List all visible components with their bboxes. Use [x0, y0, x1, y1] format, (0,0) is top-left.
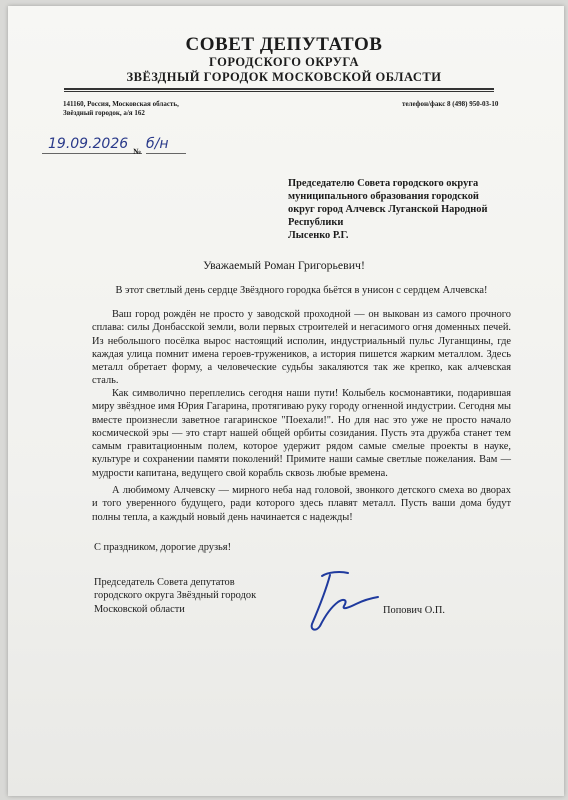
number-underline — [146, 153, 186, 154]
addressee-name: Лысенко Р.Г. — [288, 230, 349, 241]
addressee-line: округ город Алчевск Луганской Народной — [288, 204, 488, 215]
address-line-1: 141160, Россия, Московская область, — [63, 100, 179, 108]
org-region: ЗВЁЗДНЫЙ ГОРОДОК МОСКОВСКОЙ ОБЛАСТИ — [126, 70, 442, 84]
signer-title — [94, 576, 256, 616]
registration-date: 19.09.2026 — [48, 136, 129, 152]
body-paragraph-1: В этот светлый день сердце Звёздного городка бьётся в унисон с сердцем Алчевска! — [115, 285, 488, 296]
header-rule-thick — [64, 88, 494, 90]
header-rule-thin — [64, 91, 494, 92]
addressee-line: Республики — [288, 217, 344, 228]
registration-number: б/н — [146, 136, 169, 152]
closing-greeting: С праздником, дорогие друзья! — [94, 542, 232, 553]
address-line-2: Звёздный городок, а/я 162 — [63, 109, 145, 117]
addressee-block — [288, 177, 500, 242]
body-paragraph-2: Ваш город рождён не просто у заводской проходной — он выкован из самого прочного сплава: силы Донбасской земли, воли первых строителей и негасимого огня доменных печей. Из небольшого посёлка вырос настоящий исполин, индустриальный пульс Луганщины, где каждая улица помнит имена героев-тружеников, а история пишется жарким металлом. Здесь металл обретает форму, а человеческие судьбы закаляются так же крепко, как алчевская сталь. — [92, 309, 511, 387]
salutation: Уважаемый Роман Григорьевич! — [203, 258, 365, 272]
org-title: СОВЕТ ДЕПУТАТОВ — [185, 34, 383, 55]
phone-fax: телефон/факс 8 (498) 950-03-10 — [402, 100, 499, 108]
body-paragraph-3: Как символично переплелись сегодня наши пути! Колыбель космонавтики, подарившая миру звёздное имя Юрия Гагарина, протягиваю руку городу огненной индустрии. Сегодня мы вместе произнесли заветное гагаринское "Поехали!". Но для нас это уже не просто начало космической эры — это старт нашей общей орбиты созидания. Пусть эта дружба станет тем самым гравитационным полем, которое удержит рядом самые смелые проекты в науке, культуре и сохранении памяти поколений! Примите наши самые светлые пожелания. Вам — мудрости капитана, ведущего свой корабль сквозь любые времена. — [92, 388, 511, 479]
signer-title-line: Председатель Совета депутатов — [94, 577, 235, 588]
signer-title-line: Московской области — [94, 603, 185, 615]
signer-name: Попович О.П. — [383, 605, 445, 616]
addressee-line: муниципального образования городской — [288, 191, 479, 202]
number-symbol: № — [133, 147, 142, 156]
handwritten-signature — [290, 566, 380, 638]
body-paragraph-4: А любимому Алчевску — мирного неба над головой, звонкого детского смеха во дворах и того уверенного будущего, ради которого здесь плавят металл. Пусть ваши дома будут полны тепла, а каждый новый день начинается с надежды! — [92, 485, 511, 523]
postal-address — [63, 100, 179, 118]
signer-title-line: городского округа Звёздный городок — [94, 590, 257, 602]
addressee-line: Председателю Совета городского округа — [288, 178, 479, 189]
date-underline — [42, 153, 142, 154]
org-subtitle: ГОРОДСКОГО ОКРУГА — [208, 55, 360, 69]
signature-stroke — [312, 572, 378, 630]
